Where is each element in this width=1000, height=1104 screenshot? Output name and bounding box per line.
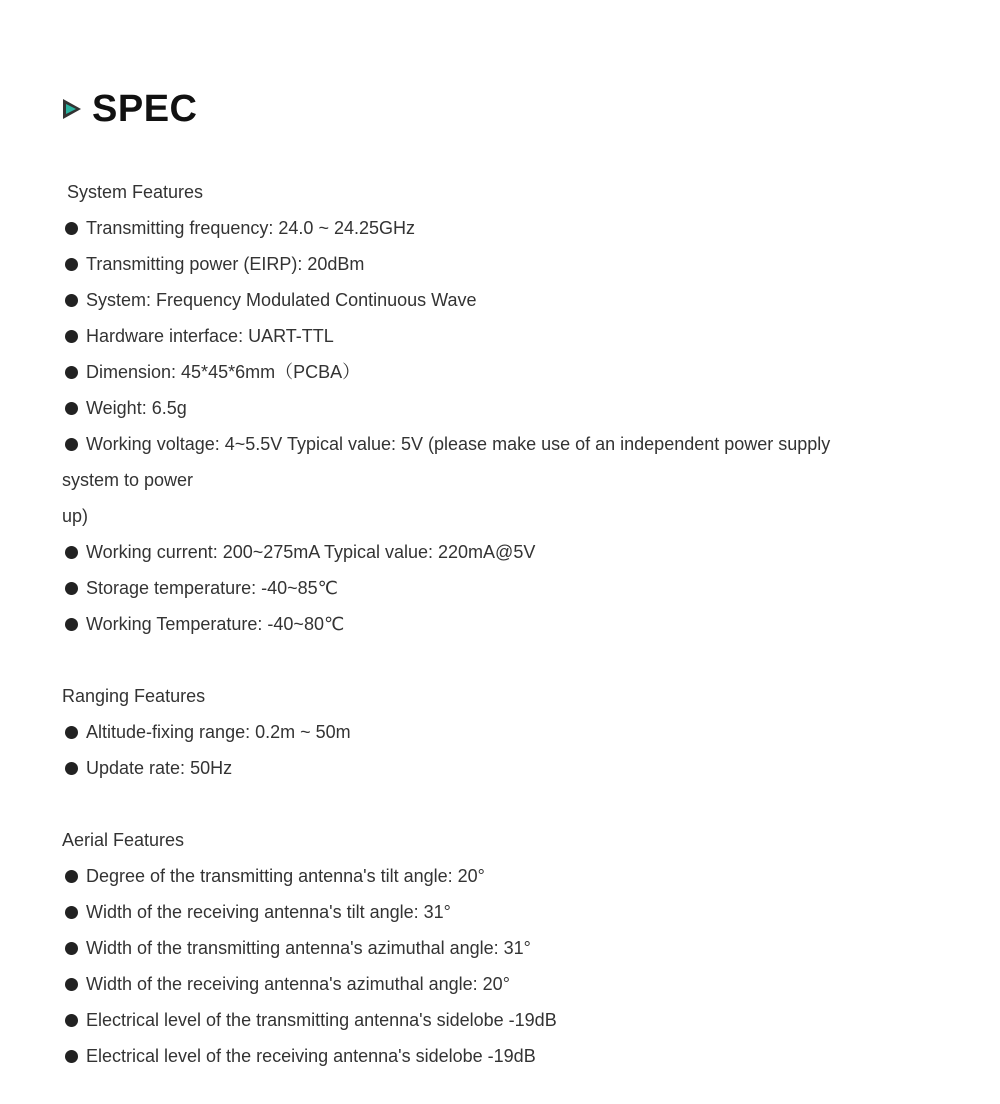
spec-content: [62, 174, 942, 1074]
bullet-icon: [65, 438, 78, 451]
bullet-icon: [65, 366, 78, 379]
bullet-icon: [65, 402, 78, 415]
list-item: Working current: 200~275mA Typical value: 220mA@5V: [62, 534, 942, 570]
list-item: Working Temperature: -40~80℃: [62, 606, 942, 642]
list-item: System: Frequency Modulated Continuous Wave: [62, 282, 942, 318]
list-item: Electrical level of the transmitting antenna's sidelobe -19dB: [62, 1002, 942, 1038]
list-item: Hardware interface: UART-TTL: [62, 318, 942, 354]
bullet-icon: [65, 258, 78, 271]
section-title-aerial-features: Aerial Features: [62, 830, 185, 850]
list-item: Width of the receiving antenna's azimuthal angle: 20°: [62, 966, 942, 1002]
list-item: Electrical level of the receiving antenna's sidelobe -19dB: [62, 1038, 942, 1074]
bullet-icon: [65, 222, 78, 235]
section-spacer: [62, 786, 942, 822]
list-item: Width of the transmitting antenna's azimuthal angle: 31°: [62, 930, 942, 966]
bullet-icon: [65, 618, 78, 631]
list-item: Storage temperature: -40~85℃: [62, 570, 942, 606]
bullet-icon: [65, 906, 78, 919]
list-item: Transmitting frequency: 24.0 ~ 24.25GHz: [62, 210, 942, 246]
section-title-ranging-features: Ranging Features: [62, 686, 206, 706]
list-item-continuation: system to power: [62, 470, 194, 490]
bullet-icon: [65, 330, 78, 343]
spec-header: [62, 86, 197, 132]
list-item: Width of the receiving antenna's tilt angle: 31°: [62, 894, 942, 930]
list-item: Transmitting power (EIRP): 20dBm: [62, 246, 942, 282]
bullet-icon: [65, 582, 78, 595]
section-title-system-features: System Features: [67, 182, 204, 202]
bullet-icon: [65, 1050, 78, 1063]
list-item: Degree of the transmitting antenna's tilt angle: 20°: [62, 858, 942, 894]
bullet-icon: [65, 294, 78, 307]
bullet-icon: [65, 726, 78, 739]
list-item-continuation: up): [62, 506, 89, 526]
bullet-icon: [65, 870, 78, 883]
bullet-icon: [65, 942, 78, 955]
list-item: Weight: 6.5g: [62, 390, 942, 426]
bullet-icon: [65, 1014, 78, 1027]
section-spacer: [62, 642, 942, 678]
list-item: Altitude-fixing range: 0.2m ~ 50m: [62, 714, 942, 750]
bullet-icon: [65, 762, 78, 775]
list-item: Dimension: 45*45*6mm（PCBA）: [62, 354, 942, 390]
bullet-icon: [65, 546, 78, 559]
bullet-icon: [65, 978, 78, 991]
page-title: SPEC: [92, 87, 198, 130]
play-triangle-icon: [62, 98, 82, 120]
list-item: Working voltage: 4~5.5V Typical value: 5V (please make use of an independent power supply: [62, 426, 942, 462]
list-item: Update rate: 50Hz: [62, 750, 942, 786]
